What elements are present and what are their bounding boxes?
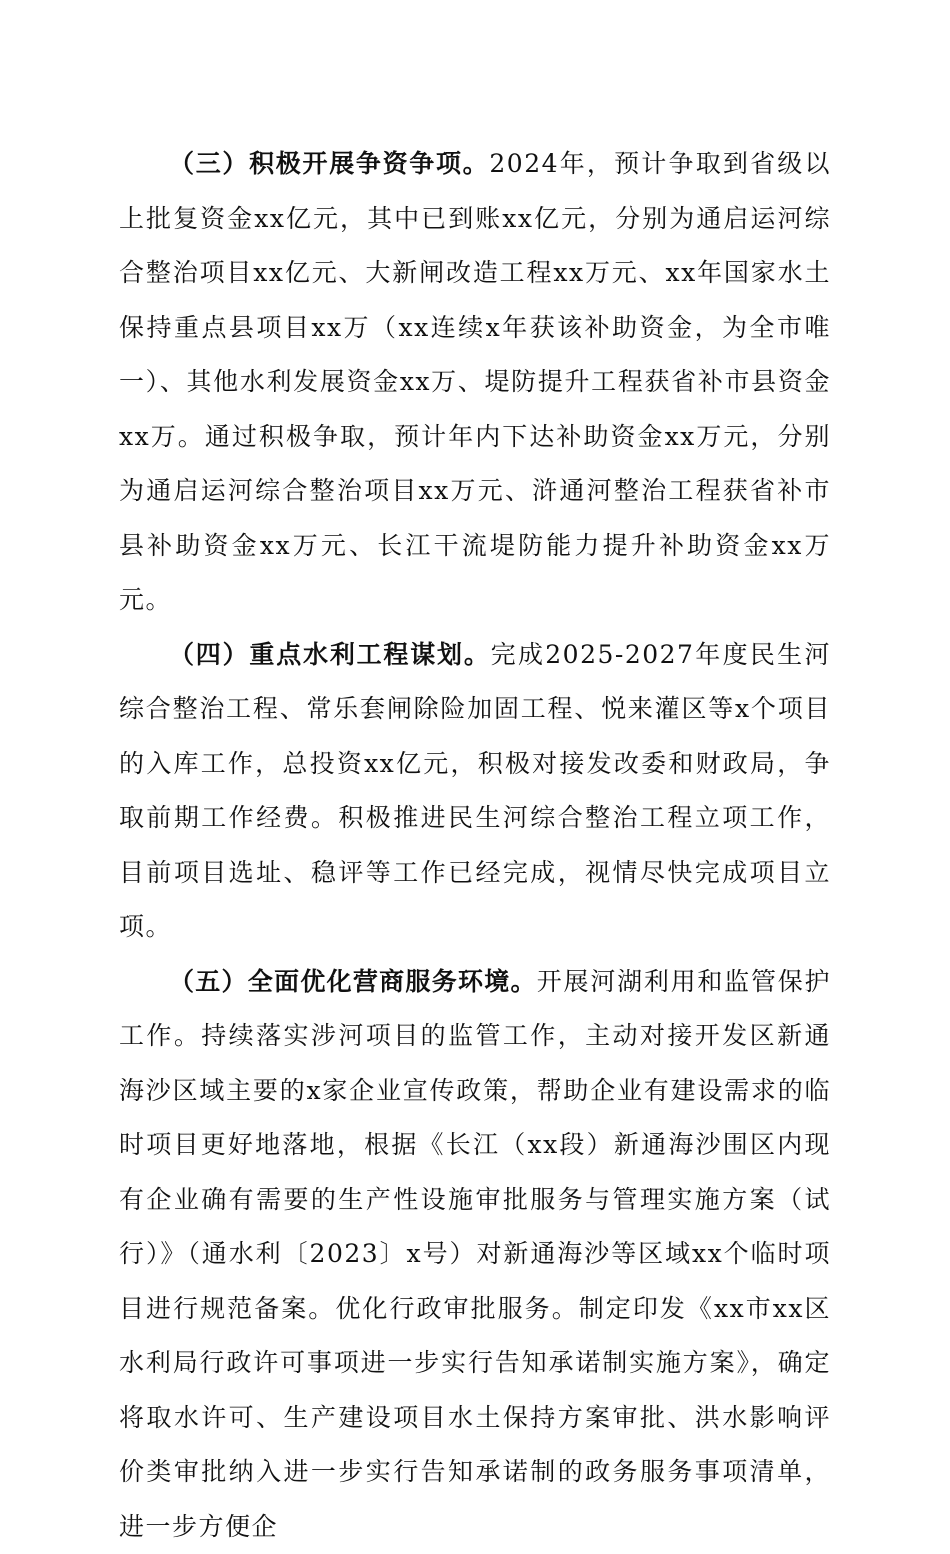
paragraph-heading: （五）全面优化营商服务环境。: [169, 967, 537, 996]
paragraph-text: 完成2025-2027年度民生河综合整治工程、常乐套闸除险加固工程、悦来灌区等x个项目的入库工作，总投资xx亿元，积极对接发改委和财政局，争取前期工作经费。积极推进民生河综合整治工程立项工作，目前项目选址、稳评等工作已经完成，视情尽快完成项目立项。: [119, 640, 831, 942]
document-body: [119, 137, 831, 1554]
paragraph-business-environment: [119, 955, 831, 1554]
paragraph-heading: （三）积极开展争资争项。: [169, 149, 489, 178]
paragraph-key-projects: [119, 628, 831, 955]
paragraph-text: 开展河湖利用和监管保护工作。持续落实涉河项目的监管工作，主动对接开发区新通海沙区域主要的x家企业宣传政策，帮助企业有建设需求的临时项目更好地落地，根据《长江（xx段）新通海沙围区内现有企业确有需要的生产性设施审批服务与管理实施方案（试行）》（通水利〔2023〕x号）对新通海沙等区域xx个临时项目进行规范备案。优化行政审批服务。制定印发《xx市xx区水利局行政许可事项进一步实行告知承诺制实施方案》，确定将取水许可、生产建设项目水土保持方案审批、洪水影响评价类审批纳入进一步实行告知承诺制的政务服务事项清单，进一步方便企: [119, 967, 831, 1541]
paragraph-heading: （四）重点水利工程谋划。: [169, 640, 491, 669]
paragraph-text: 2024年，预计争取到省级以上批复资金xx亿元，其中已到账xx亿元，分别为通启运河综合整治项目xx亿元、大新闸改造工程xx万元、xx年国家水土保持重点县项目xx万（xx连续x年获该补助资金，为全市唯一）、其他水利发展资金xx万、堤防提升工程获省补市县资金xx万。通过积极争取，预计年内下达补助资金xx万元，分别为通启运河综合整治项目xx万元、浒通河整治工程获省补市县补助资金xx万元、长江干流堤防能力提升补助资金xx万元。: [119, 149, 831, 614]
paragraph-fundraising: [119, 137, 831, 628]
